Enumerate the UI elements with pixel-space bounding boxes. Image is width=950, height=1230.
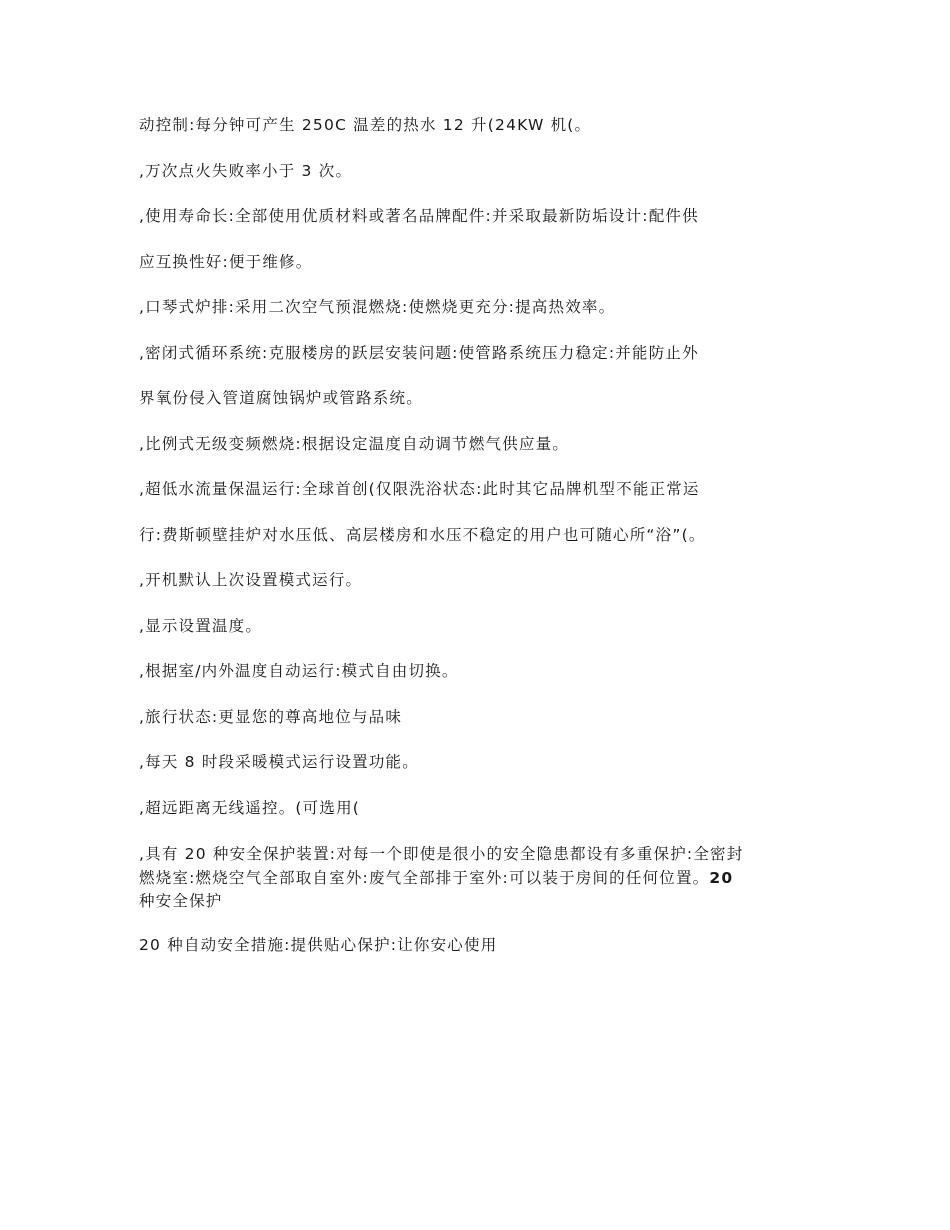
text-line: ,每天 8 时段采暖模式运行设置功能。 [139,753,419,771]
text-line: 行:费斯顿壁挂炉对水压低、高层楼房和水压不稳定的用户也可随心所“浴”(。 [139,525,706,544]
text-line: 界氧份侵入管道腐蚀锅炉或管路系统。 [139,389,423,407]
safety-paragraph [139,843,819,914]
text-line: ,使用寿命长:全部使用优质材料或著名品牌配件:并采取最新防垢设计:配件供 [139,207,699,225]
text-line: 应互换性好:便于维修。 [139,252,313,271]
safety-line-2: 燃烧室:燃烧空气全部取自室外:废气全部排于室外:可以装于房间的任何位置。 [139,868,710,887]
text-line: 动控制:每分钟可产生 250C 温差的热水 12 升(24KW 机(。 [139,116,592,134]
text-line: ,开机默认上次设置模式运行。 [139,571,363,589]
text-line: ,口琴式炉排:采用二次空气预混燃烧:使燃烧更充分:提高热效率。 [139,298,616,316]
text-line: ,旅行状态:更显您的尊高地位与品味 [139,707,403,726]
safety-line-2-bold: 20 [709,868,734,887]
text-line: ,超远距离无线遥控。(可选用( [139,798,361,817]
text-line: ,超低水流量保温运行:全球首创(仅限洗浴状态:此时其它品牌机型不能正常运 [139,480,700,498]
text-line-last: 20 种自动安全措施:提供贴心保护:让你安心使用 [139,935,498,954]
text-line: ,万次点火失败率小于 3 次。 [139,161,353,180]
document-body [139,115,819,980]
text-line: ,根据室/内外温度自动运行:模式自由切换。 [139,662,459,680]
text-line: ,比例式无级变频燃烧:根据设定温度自动调节燃气供应量。 [139,434,570,453]
text-line: ,密闭式循环系统:克服楼房的跃层安装问题:使管路系统压力稳定:并能防止外 [139,343,699,362]
safety-line-3: 种安全保护 [139,892,223,910]
text-line: ,显示设置温度。 [139,616,263,635]
safety-line-1: ,具有 20 种安全保护装置:对每一个即使是很小的安全隐患都设有多重保护:全密封 [139,845,744,863]
